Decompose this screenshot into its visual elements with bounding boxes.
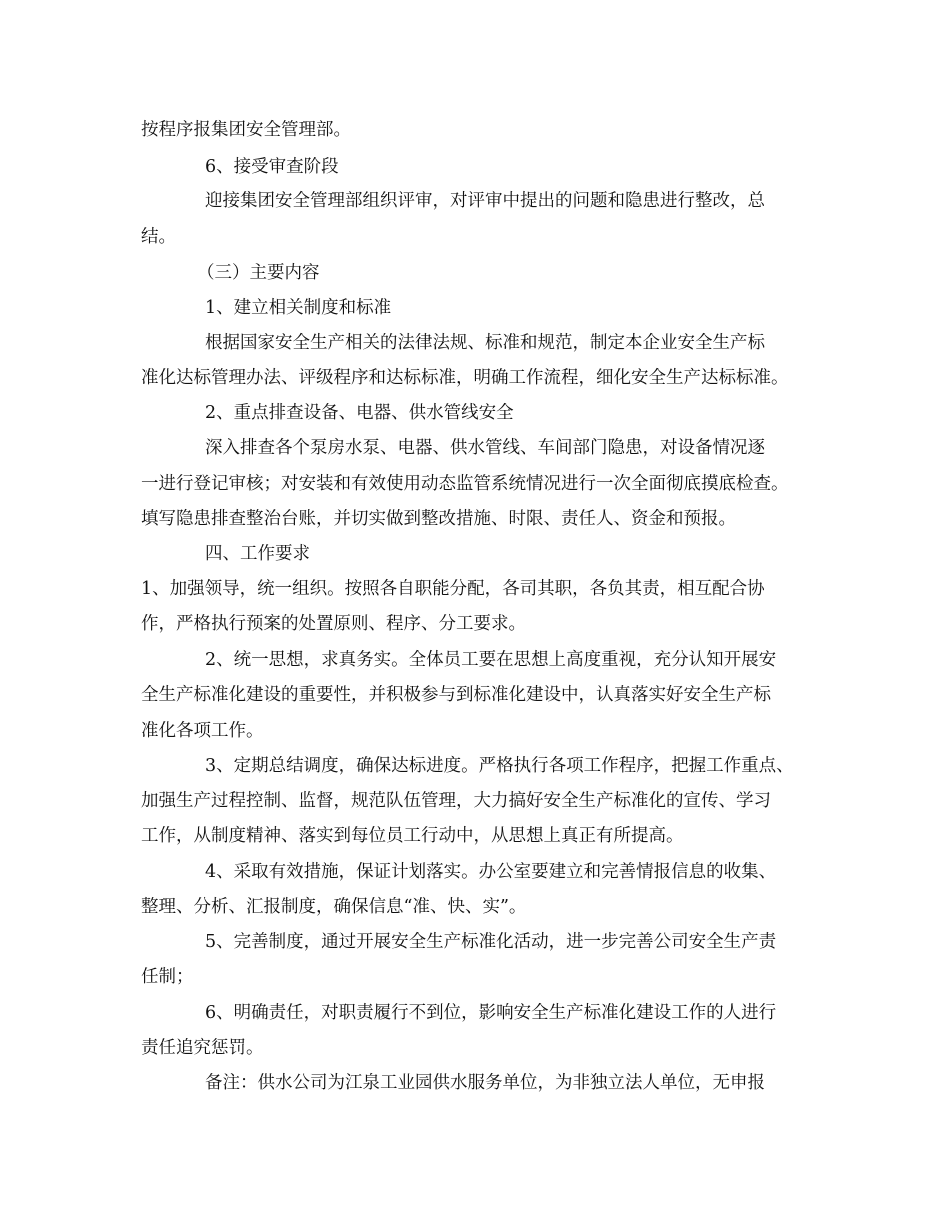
text-line: 3、定期总结调度，确保达标进度。严格执行各项工作程序，把握工作重点、 [205,756,794,776]
text-line: 全生产标准化建设的重要性，并积极参与到标准化建设中，认真落实好安全生产标 [141,685,771,705]
text-line: 按程序报集团安全管理部。 [141,120,351,140]
text-line: 任制； [141,967,194,987]
section-heading: （三）主要内容 [197,263,320,283]
text-line: 作，严格执行预案的处置原则、程序、分工要求。 [141,614,526,634]
text-line: 2、统一思想，求真务实。全体员工要在思想上高度重视，充分认知开展安 [205,650,777,670]
text-line: 根据国家安全生产相关的法律法规、标准和规范，制定本企业安全生产标 [205,333,765,353]
text-line: 5、完善制度，通过开展安全生产标准化活动，进一步完善公司安全生产责 [205,932,777,952]
text-line: 责任追究惩罚。 [141,1038,264,1058]
text-line: 深入排查各个泵房水泵、电器、供水管线、车间部门隐患，对设备情况逐 [205,438,765,458]
text-line: 准化各项工作。 [141,721,264,741]
section-heading: 1、建立相关制度和标准 [205,298,392,318]
text-line: 加强生产过程控制、监督，规范队伍管理，大力搞好安全生产标准化的宣传、学习 [141,791,771,811]
text-line: 备注：供水公司为江泉工业园供水服务单位，为非独立法人单位，无申报 [205,1073,765,1093]
text-line: 整理、分析、汇报制度，确保信息“准、快、实”。 [141,897,527,917]
section-heading: 2、重点排查设备、电器、供水管线安全 [205,403,514,423]
text-line: 迎接集团安全管理部组织评审，对评审中提出的问题和隐患进行整改，总 [205,191,765,211]
text-line: 4、采取有效措施，保证计划落实。办公室要建立和完善情报信息的收集、 [205,862,777,882]
text-line: 6、明确责任，对职责履行不到位，影响安全生产标准化建设工作的人进行 [205,1003,777,1023]
text-line: 填写隐患排查整治台账，并切实做到整改措施、时限、责任人、资金和预报。 [141,509,736,529]
text-line: 工作，从制度精神、落实到每位员工行动中，从思想上真正有所提高。 [141,826,684,846]
section-heading: 四、工作要求 [205,544,310,564]
text-line: 一进行登记审核；对安装和有效使用动态监管系统情况进行一次全面彻底摸底检查。 [141,474,789,494]
text-line: 结。 [141,227,176,247]
text-line: 1、加强领导，统一组织。按照各自职能分配，各司其职，各负其责，相互配合协 [141,579,765,599]
text-line: 准化达标管理办法、评级程序和达标标准，明确工作流程，细化安全生产达标标准。 [141,368,789,388]
section-heading: 6、接受审查阶段 [205,157,339,177]
